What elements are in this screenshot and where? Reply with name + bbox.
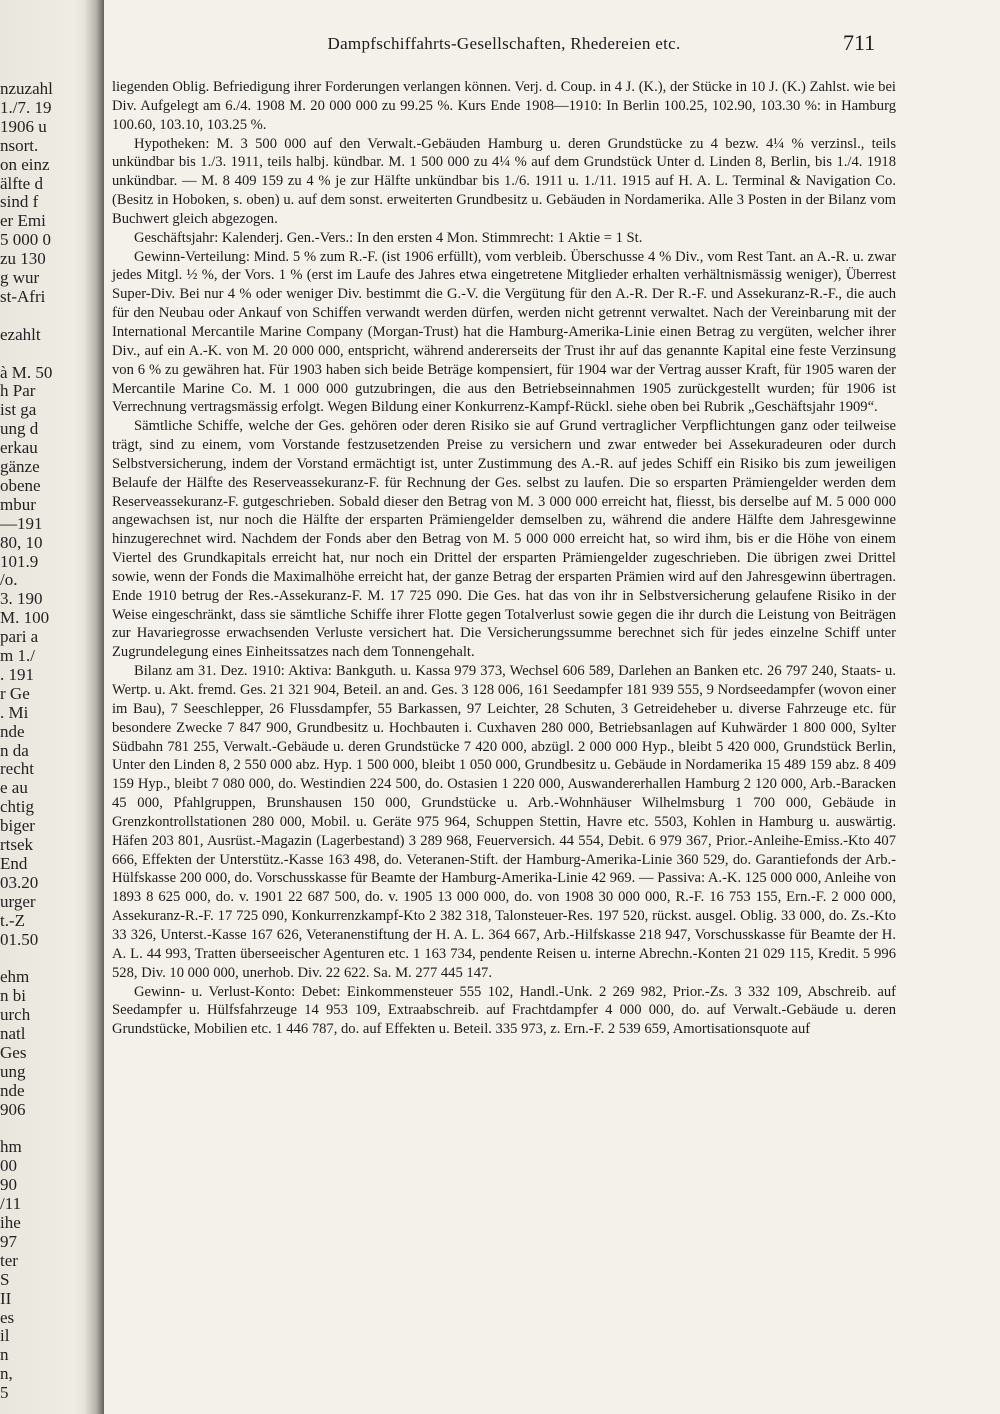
left-page-line: sind f [0, 192, 39, 212]
page-number: 711 [843, 30, 876, 55]
left-page-line: 1./7. 19 [0, 97, 52, 117]
left-page-line: 1906 u [0, 116, 47, 136]
left-page-line: 101.9 [0, 551, 39, 571]
left-page-line: n, [0, 1364, 13, 1384]
left-page-line: 03.20 [0, 872, 39, 892]
paragraph-schiffe-versicherung: Sämtliche Schiffe, welche der Ges. gehören oder deren Risiko sie auf Grund vertraglicher Verpflichtungen ganz oder teilweise trägt, sind zu einem, vom Vorstande festzusetzenden Preise zu versichern und zwar entweder bei Assekuradeuren oder durch Selbstversicherung, indem der Vorstand ermächtigt ist, unter Zustimmung des A.-R. auf jedes Schiff ein Risiko bis zum jeweiligen Belaufe der Hälfte des Reserveassekuranz-F. für Rechnung der Ges. selbst zu laufen. Die so ersparten Prämiengelder werden dem Reserveassekuranz-F. gutgeschrieben. Sobald dieser den Betrag von M. 3 000 000 erreicht hat, fliesst, bis derselbe auf M. 5 000 000 angewachsen ist, nur noch die Hälfte der ersparten Prämiengelder demselben zu, während die andere Hälfte dem Jahresgewinne hinzugerechnet wird. Nachdem der Fonds aber den Betrag von M. 5 000 000 erreicht hat, so wird ihm, bis er die Höhe von einem Viertel des Grundkapitals erreicht hat, nur noch ein Drittel der ersparten Prämiengelder zugeschrieben. Die übrigen zwei Drittel sowie, wenn der Fonds die Maximalhöhe erreicht hat, der ganze Betrag der ersparten Prämien wird auf den Jahresgewinn übertragen. Ende 1910 betrug der Res.-Assekuranz-F. M. 17 725 090. Die Ges. hat das von ihr in Selbstversicherung gelaufene Risiko in der Weise eingeschränkt, dass sie sämtliche Schiffe ihrer Flotte gegen Totalverlust sowie gegen die ihr durch die Leistung von Beiträgen zur Havariegrosse erwachsenden Verluste versichert hat. Die Versicherungssumme berechnet sich für jedes einzelne Schiff unter Zugrundelegung eines Einheitssatzes nach dem Tonnengehalt. [112, 418, 896, 661]
left-page-line: natl [0, 1024, 26, 1043]
left-page-line: 01.50 [0, 929, 39, 949]
left-page-line: n [0, 1345, 9, 1365]
page-body [112, 78, 896, 1039]
left-page-line: ist ga [0, 400, 37, 420]
left-page-line: 00 [0, 1156, 17, 1176]
left-page-line: älfte d [0, 173, 43, 193]
left-page-line: st-Afri [0, 286, 46, 306]
left-page-line: 906 [0, 1099, 26, 1119]
left-page-line: t.-Z [0, 910, 26, 930]
paragraph-oblig: liegenden Oblig. Befriedigung ihrer Forderungen verlangen können. Verj. d. Coup. in 4 J. (K.), der Stücke in 10 J. (K.) Zahlst. wie bei Div. Aufgelegt am 6./4. 1908 M. 20 000 000 zu 99.25 %. Kurs Ende 1908—1910: In Berlin 100.25, 102.90, 103.30 %: in Hamburg 100.60, 103.10, 103.25 %. [112, 79, 896, 133]
paragraph-gewinn-verteilung: Gewinn-Verteilung: Mind. 5 % zum R.-F. (ist 1906 erfüllt), vom verbleib. Überschusse 4 % Div., vom Rest Tant. an A.-R. u. zwar jedes Mitgl. ½ %, der Vors. 1 % (erst im Laufe des Jahres etwa eingetretene Mitglieder erhalten verhältnismässig weniger), Überrest Super-Div. Bei nur 4 % oder weniger Div. bestimmt die G.-V. die Vergütung für den A.-R. Der R.-F. und Assekuranz-R.-F., die auch für den Neubau oder Ankauf von Schiffen verwandt werden dürfen, werden nicht getrennt verwaltet. Nach der Vereinbarung mit der International Mercantile Marine Company (Morgan-Trust) hat die Hamburg-Amerika-Linie einen Betrag zu vergüten, welcher ihrer Div., auf ein A.-K. von M. 20 000 000, entspricht, während andererseits der Trust ihr auf das genannte Kapital eine feste Verzinsung von 6 % zu gewähren hat. Für 1903 haben sich beide Beträge kompensiert, für 1904 war der Vertrag ausser Kraft, für 1905 waren der Mercantile Marine Co. M. 1 000 000 gutzubringen, die aus den Betriebseinnahmen 1905 zurückgestellt wurden; für 1906 ist Verrechnung vertragsmässig erfolgt. Wegen Bildung einer Konkurrenz-Kampf-Rückl. siehe oben bei Rubrik „Geschäftsjahr 1909“. [112, 248, 896, 416]
left-page-line: End [0, 853, 28, 873]
left-page-line: . Mi [0, 702, 29, 722]
page-gutter-shadow [84, 0, 104, 1414]
left-page-line: n bi [0, 986, 26, 1006]
left-page-line: urger [0, 891, 36, 911]
left-page-line: ung d [0, 419, 39, 439]
left-page-line: nsort. [0, 135, 39, 155]
left-page-line: on einz [0, 154, 50, 174]
paragraph-geschaeftsjahr: Geschäftsjahr: Kalenderj. Gen.-Vers.: In den ersten 4 Mon. Stimmrecht: 1 Aktie = 1 St. [134, 229, 643, 246]
left-page-line: ung [0, 1061, 26, 1081]
paragraph-bilanz: Bilanz am 31. Dez. 1910: Aktiva: Bankguth. u. Kassa 979 373, Wechsel 606 589, Darlehen an Banken etc. 26 797 240, Staats- u. Wertp. u. Akt. fremd. Ges. 21 321 904, Beteil. an and. Ges. 3 128 006, 161 Seedampfer 181 939 555, 9 Nordseedampfer (wovon einer im Bau), 7 Seeschlepper, 26 Flussdampfer, 55 Barkassen, 97 Leichter, 28 Schuten, 3 Getreideheber u. diverse Fahrzeuge etc. für besondere Zwecke 7 847 900, Grundbesitz u. Hochbauten i. Cuxhaven 280 000, Betriebsanlagen auf Kuhwärder 1 800 000, Sylter Südbahn 781 255, Verwalt.-Gebäude u. deren Grundstücke 7 420 000, abzügl. 2 000 000 Hyp., bleibt 5 420 000, Grundstück Berlin, Unter den Linden 8, 2 550 000 abz. Hyp. 1 500 000, bleibt 1 050 000, Grundbesitz u. Gebäude in Nordamerika 15 489 159 abz. 8 409 159 Hyp., bleibt 7 080 000, do. Westindien 224 500, do. Ostasien 1 220 000, Auswandererhallen Hamburg 2 120 000, Arb.-Baracken 45 000, Pfahlgruppen, Brunshausen 150 000, Grundstücke u. Arb.-Wohnhäuser Wilhelmsburg 1 700 000, Gebäude in Grenzkontrollstationen 280 000, Mobil. u. Geräte 975 964, Schuppen Stettin, Havre etc. 5503, Kohlen in Hamburg u. auswärtig. Häfen 203 801, Ausrüst.-Magazin (Lagerbestand) 3 289 968, Feuerversich. 44 554, Debit. 6 979 367, Prior.-Anleihe-Emiss.-Kto 407 666, Effekten der Unterstütz.-Kasse 163 498, do. Veteranen-Stift. der Hamburg-Amerika-Linie 360 529, do. Garantiefonds der Arb.-Hülfskasse 200 000, do. Vorschusskasse für Beamte der Hamburg-Amerika-Linie 42 969. — Passiva: A.-K. 125 000 000, Anleihe von 1893 8 625 000, do. v. 1901 22 687 500, do. v. 1905 13 000 000, do. von 1908 30 000 000, R.-F. 16 753 155, Ern.-F. 2 000 000, Assekuranz-R.-F. 17 725 090, Konkurrenzkampf-Kto 2 382 318, Talonsteuer-Res. 197 520, rückst. ausgel. Oblig. 33 000, do. Zs.-Kto 33 326, Unterst.-Kasse 167 626, Veteranenstiftung der H. A. L. 364 667, Arb.-Hilfskasse 218 947, Vorschusskasse für Beamte der H. A. L. 44 993, Tratten überseeischer Agenturen etc. 1 163 734, pendente Reisen u. interne Abrechn.-Konten 21 029 115, Kredit. 5 996 528, Div. 10 000 000, unerhob. Div. 22 622. Sa. M. 277 445 147. [112, 663, 896, 981]
left-page-line: . 191 [0, 664, 34, 684]
left-page-line: chtig [0, 797, 34, 817]
left-page-line: 90 [0, 1175, 17, 1195]
left-page-line: m 1./ [0, 646, 35, 665]
left-page-line: ehm [0, 967, 30, 987]
left-page-line: il [0, 1326, 10, 1346]
left-page-line: 97 [0, 1231, 17, 1251]
left-page-line: 3. 190 [0, 589, 43, 609]
running-header: Dampfschiffahrts-Gesellschaften, Rhedereien etc. [327, 34, 681, 53]
left-page-line: es [0, 1307, 15, 1327]
paragraph-hypotheken: Hypotheken: M. 3 500 000 auf den Verwalt.-Gebäuden Hamburg u. deren Grundstücke zu 4 bezw. 4¼ % verzinsl., teils unkündbar bis 1./3. 1911, teils halbj. kündbar. M. 1 500 000 zu 4¼ % auf dem Grundstück Unter d. Linden 8, Berlin, bis 1./4. 1918 unkündbar. — M. 8 409 159 zu 4 % je zur Hälfte unkündbar bis 1./6. 1911 u. 1./11. 1915 auf H. A. L. Terminal & Navigation Co. (Besitz in Hoboken, s. oben) u. auf dem sonst. erweiterten Grundbesitz u. Gebäuden in Nordamerika. Alle 3 Posten in der Bilanz vom Buchwert gleich abgezogen. [112, 135, 896, 227]
left-page-line: g wur [0, 268, 40, 287]
left-page-line: ihe [0, 1213, 21, 1232]
left-page-line: zu 130 [0, 249, 46, 269]
left-page-line: 5 000 0 [0, 230, 51, 250]
left-page-line: n da [0, 740, 29, 760]
left-page-line: obene [0, 475, 41, 495]
left-page-line: ezahlt [0, 324, 41, 344]
left-page-line: /o. [0, 570, 18, 590]
left-page-line: Ges [0, 1042, 27, 1062]
left-page-line: 5 [0, 1383, 9, 1403]
left-page-line: er Emi [0, 211, 46, 231]
document-page [108, 0, 1000, 1414]
left-page-line: nde [0, 1080, 25, 1100]
left-page-line: r Ge [0, 683, 30, 703]
left-page-line: nde [0, 721, 25, 741]
left-page-line: M. 100 [0, 608, 50, 628]
left-page-line: 80, 10 [0, 532, 43, 552]
left-page-line: h Par [0, 381, 36, 401]
left-page-line: erkau [0, 438, 38, 458]
left-page-line: mbur [0, 494, 36, 514]
paragraph-gewinn-verlust-konto: Gewinn- u. Verlust-Konto: Debet: Einkommensteuer 555 102, Handl.-Unk. 2 269 982, Prior.-Zs. 3 332 109, Abschreib. auf Seedampfer u. Hülfsfahrzeuge 14 953 109, Extraabschreib. auf Frachtdampfer 4 000 000, do. auf Verwalt.-Gebäude u. deren Grundstücke, Mobilien etc. 1 446 787, do. auf Effekten u. Beteil. 335 973, z. Ern.-F. 2 539 659, Amortisationsquote auf [112, 983, 896, 1038]
left-page-line: urch [0, 1005, 31, 1025]
left-page-line: e au [0, 778, 28, 798]
left-page-line: biger [0, 816, 35, 836]
left-page-line: —191 [0, 513, 43, 533]
left-page-line: à M. 50 [0, 362, 53, 382]
left-page-line: nzuzahl [0, 79, 53, 98]
left-page-line: pari a [0, 627, 39, 647]
left-page-line: S [0, 1269, 10, 1289]
left-page-fragment [0, 0, 104, 1414]
left-page-line: rtsek [0, 835, 34, 854]
left-page-line: /11 [0, 1194, 22, 1214]
left-page-line: gänze [0, 457, 40, 476]
left-page-line: hm [0, 1137, 22, 1157]
left-page-line: ter [0, 1250, 18, 1270]
left-page-line: recht [0, 759, 34, 779]
left-page-line: II [0, 1288, 12, 1308]
